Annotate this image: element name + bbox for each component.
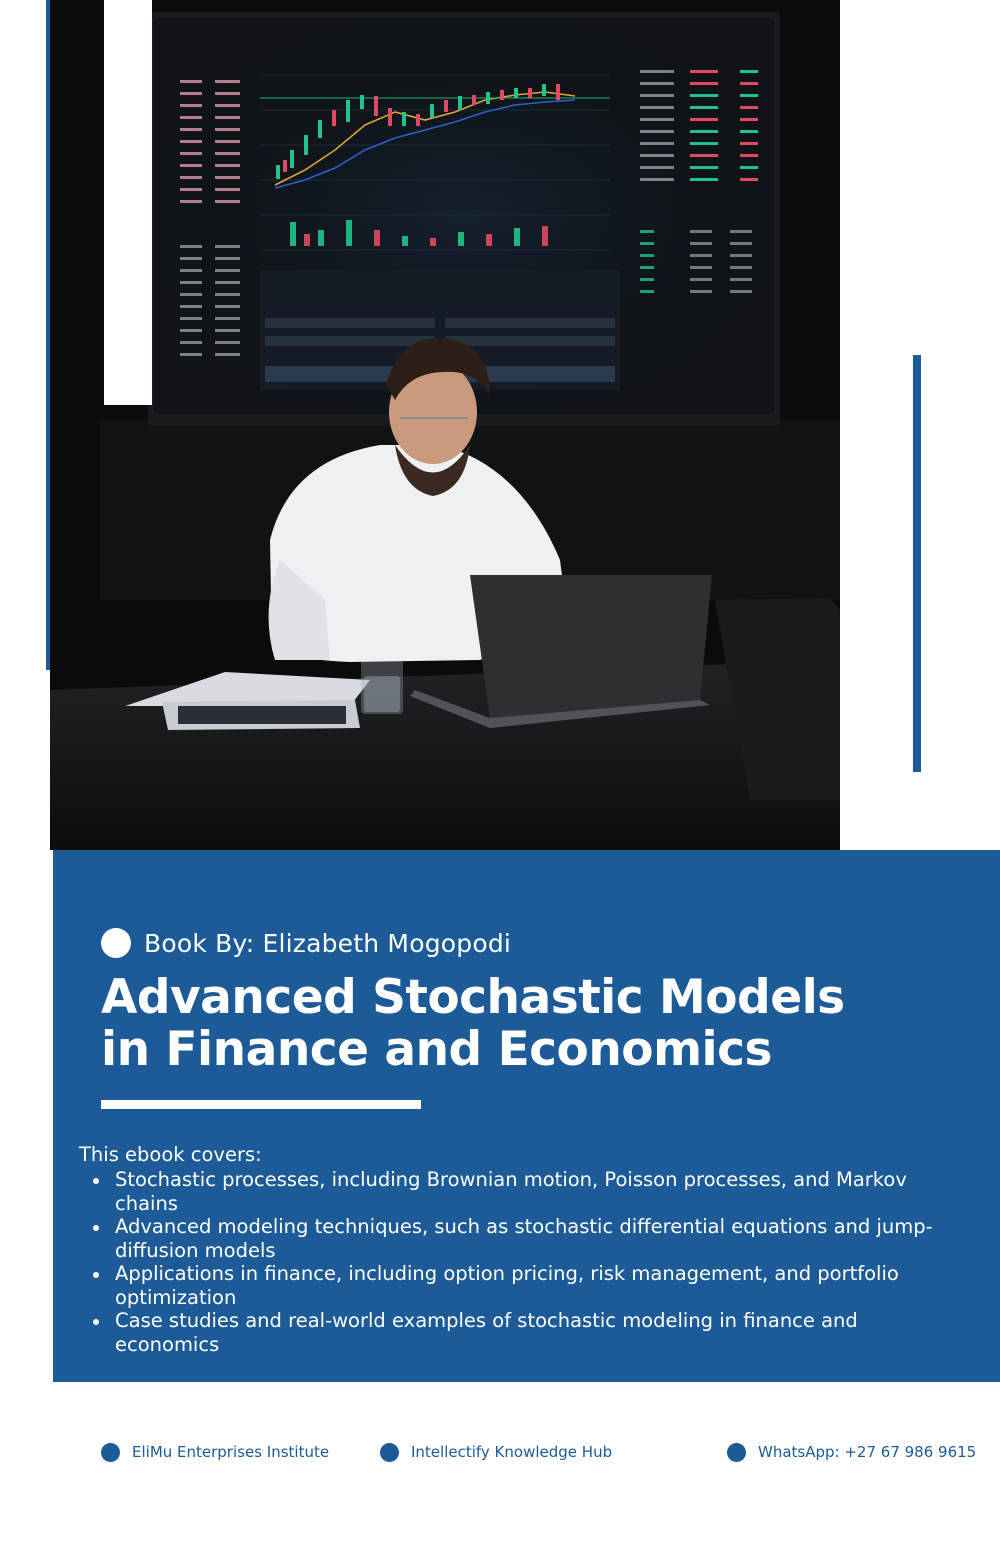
- footer-institute-text: EliMu Enterprises Institute: [132, 1443, 330, 1461]
- bullet-icon: [93, 1178, 99, 1184]
- author-credit: Book By: Elizabeth Mogopodi: [144, 928, 512, 958]
- water-glass: [361, 656, 403, 714]
- topic-item: [93, 1309, 968, 1356]
- footer-hub-text: Intellectify Knowledge Hub: [411, 1443, 613, 1461]
- cover-photo: [50, 0, 840, 850]
- book-title: [101, 972, 981, 1076]
- footer-dot-icon: [101, 1443, 120, 1462]
- footer-whatsapp: [727, 1440, 976, 1464]
- topic-text: Case studies and real-world examples of stochastic modeling in finance and economics: [115, 1309, 858, 1356]
- topic-item: [93, 1168, 968, 1215]
- topics-list: [93, 1168, 968, 1356]
- photo-notch: [104, 0, 152, 405]
- author-row: [101, 926, 511, 960]
- footer-dot-icon: [727, 1443, 746, 1462]
- bullet-icon: [93, 1225, 99, 1231]
- topic-item: [93, 1215, 968, 1262]
- book-title-line-1: Advanced Stochastic Models: [101, 970, 845, 1025]
- topic-text: Advanced modeling techniques, such as stochastic differential equations and jump-diffusion models: [115, 1215, 933, 1262]
- footer-institute: [101, 1440, 329, 1464]
- footer-hub: [380, 1440, 612, 1464]
- cover-photo-illustration: [50, 0, 840, 850]
- bullet-icon: [93, 1272, 99, 1278]
- footer-dot-icon: [380, 1443, 399, 1462]
- intro-text: This ebook covers:: [79, 1143, 262, 1166]
- topic-item: [93, 1262, 968, 1309]
- bullet-icon: [93, 1319, 99, 1325]
- footer-whatsapp-text: WhatsApp: +27 67 986 9615: [758, 1443, 977, 1461]
- book-title-line-2: in Finance and Economics: [101, 1022, 772, 1077]
- author-dot-icon: [101, 928, 131, 958]
- topic-text: Stochastic processes, including Brownian motion, Poisson processes, and Markov chains: [115, 1168, 907, 1215]
- title-underline: [101, 1100, 421, 1109]
- topic-text: Applications in finance, including option pricing, risk management, and portfolio optimization: [115, 1262, 899, 1309]
- right-accent-line: [913, 355, 921, 772]
